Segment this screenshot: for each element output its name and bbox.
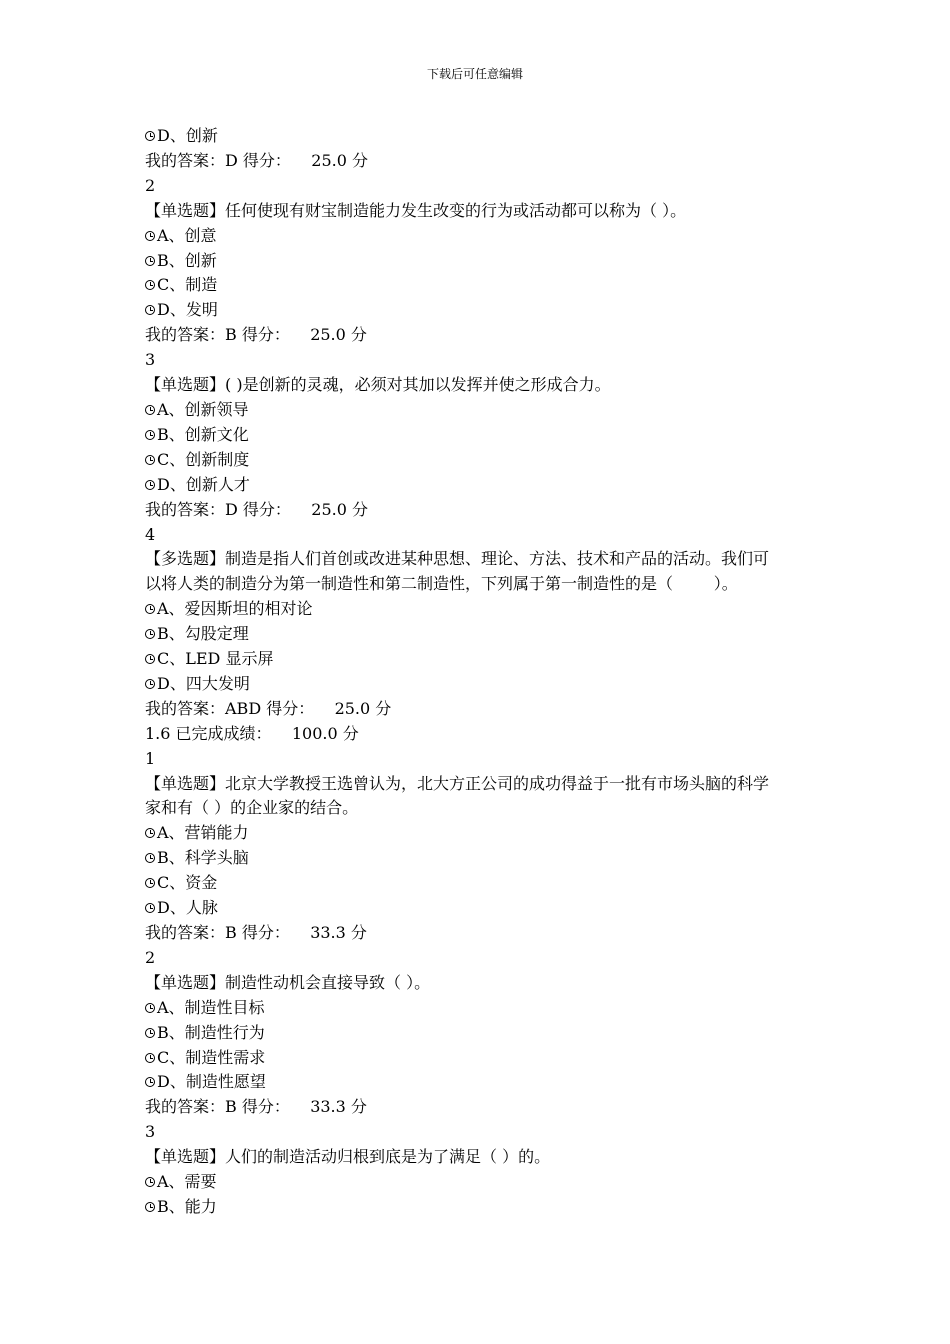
clock-icon bbox=[145, 430, 155, 440]
clock-icon bbox=[145, 679, 155, 689]
text-line: 1 bbox=[145, 748, 156, 768]
answer-option bbox=[145, 871, 810, 896]
text-line: 【单选题】制造性动机会直接导致（ ）。 bbox=[145, 972, 431, 992]
clock-icon bbox=[145, 256, 155, 266]
text-line: 【单选题】人们的制造活动归根到底是为了满足（ ）的。 bbox=[145, 1147, 551, 1167]
answer-option bbox=[145, 672, 810, 697]
option-text: A、需要 bbox=[157, 1172, 217, 1192]
clock-icon bbox=[145, 455, 155, 465]
answer-option bbox=[145, 298, 810, 323]
text-line: 3 bbox=[145, 1122, 156, 1142]
page-header: 下载后可任意编辑 bbox=[426, 67, 523, 81]
answer-option bbox=[145, 398, 810, 423]
answer-option bbox=[145, 273, 810, 298]
text-line: 4 bbox=[145, 524, 156, 544]
text-line: 我的答案：B 得分： 25.0 分 bbox=[145, 325, 367, 345]
text-line: 2 bbox=[145, 175, 156, 195]
clock-icon bbox=[145, 1028, 155, 1038]
clock-icon bbox=[145, 1053, 155, 1063]
answer-option bbox=[145, 1046, 810, 1071]
option-text: B、创新文化 bbox=[157, 424, 249, 444]
text-line: 1.6 已完成成绩： 100.0 分 bbox=[145, 723, 359, 743]
answer-option bbox=[145, 1195, 810, 1220]
option-text: C、资金 bbox=[157, 873, 218, 893]
answer-option bbox=[145, 224, 810, 249]
option-text: A、制造性目标 bbox=[157, 997, 265, 1017]
answer-option bbox=[145, 473, 810, 498]
text-line: 2 bbox=[145, 947, 156, 967]
clock-icon bbox=[145, 231, 155, 241]
text-line: 我的答案：B 得分： 33.3 分 bbox=[145, 1097, 367, 1117]
clock-icon bbox=[145, 853, 155, 863]
option-text: B、能力 bbox=[157, 1196, 217, 1216]
answer-option bbox=[145, 249, 810, 274]
option-text: D、发明 bbox=[157, 300, 218, 320]
text-line: 我的答案：ABD 得分： 25.0 分 bbox=[145, 698, 392, 718]
clock-icon bbox=[145, 629, 155, 639]
answer-option bbox=[145, 846, 810, 871]
option-text: D、四大发明 bbox=[157, 673, 250, 693]
text-line: 【单选题】任何使现有财宝制造能力发生改变的行为或活动都可以称为（ ）。 bbox=[145, 200, 687, 220]
option-text: C、LED 显示屏 bbox=[157, 649, 274, 669]
clock-icon bbox=[145, 604, 155, 614]
option-text: D、创新人才 bbox=[157, 474, 250, 494]
option-text: B、科学头脑 bbox=[157, 848, 249, 868]
text-line: 我的答案：B 得分： 33.3 分 bbox=[145, 923, 367, 942]
text-line: 我的答案：D 得分： 25.0 分 bbox=[145, 499, 368, 519]
text-line: 【单选题】( )是创新的灵魂，必须对其加以发挥并使之形成合力。 bbox=[145, 375, 611, 395]
option-text: D、创新 bbox=[157, 126, 218, 145]
option-text: B、勾股定理 bbox=[157, 624, 249, 644]
answer-option bbox=[145, 124, 810, 149]
clock-icon bbox=[145, 1003, 155, 1013]
answer-option bbox=[145, 1021, 810, 1046]
clock-icon bbox=[145, 305, 155, 315]
text-line: 【多选题】制造是指人们首创或改进某种思想、理论、方法、技术和产品的活动。我们可 bbox=[145, 549, 770, 569]
text-line: 家和有（ ）的企业家的结合。 bbox=[145, 798, 359, 818]
option-text: B、制造性行为 bbox=[157, 1022, 265, 1042]
clock-icon bbox=[145, 828, 155, 838]
text-line: 我的答案：D 得分： 25.0 分 bbox=[145, 150, 368, 170]
clock-icon bbox=[145, 654, 155, 664]
option-text: A、创新领导 bbox=[157, 399, 249, 419]
answer-option bbox=[145, 1070, 810, 1095]
clock-icon bbox=[145, 131, 155, 141]
text-line: 3 bbox=[145, 350, 156, 370]
text-line: 【单选题】北京大学教授王选曾认为，北大方正公司的成功得益于一批有市场头脑的科学 bbox=[145, 773, 770, 793]
answer-option bbox=[145, 1170, 810, 1195]
text-line: 以将人类的制造分为第一制造性和第二制造性，下列属于第一制造性的是（ ）。 bbox=[145, 574, 738, 594]
option-text: D、人脉 bbox=[157, 898, 218, 918]
option-text: C、创新制度 bbox=[157, 449, 250, 469]
option-text: A、爱因斯坦的相对论 bbox=[157, 599, 313, 619]
answer-option bbox=[145, 597, 810, 622]
clock-icon bbox=[145, 480, 155, 490]
answer-option bbox=[145, 423, 810, 448]
clock-icon bbox=[145, 903, 155, 913]
option-text: D、制造性愿望 bbox=[157, 1072, 266, 1092]
clock-icon bbox=[145, 1077, 155, 1087]
option-text: A、营销能力 bbox=[157, 823, 249, 843]
clock-icon bbox=[145, 878, 155, 888]
clock-icon bbox=[145, 405, 155, 415]
option-text: A、创意 bbox=[157, 225, 217, 245]
option-text: C、制造性需求 bbox=[157, 1047, 266, 1067]
clock-icon bbox=[145, 1177, 155, 1187]
answer-option bbox=[145, 448, 810, 473]
answer-option bbox=[145, 622, 810, 647]
clock-icon bbox=[145, 280, 155, 290]
option-text: B、创新 bbox=[157, 250, 217, 270]
answer-option bbox=[145, 996, 810, 1021]
clock-icon bbox=[145, 1202, 155, 1212]
answer-option bbox=[145, 896, 810, 921]
answer-option bbox=[145, 647, 810, 672]
document-body bbox=[145, 124, 810, 1220]
answer-option bbox=[145, 821, 810, 846]
option-text: C、制造 bbox=[157, 275, 218, 295]
